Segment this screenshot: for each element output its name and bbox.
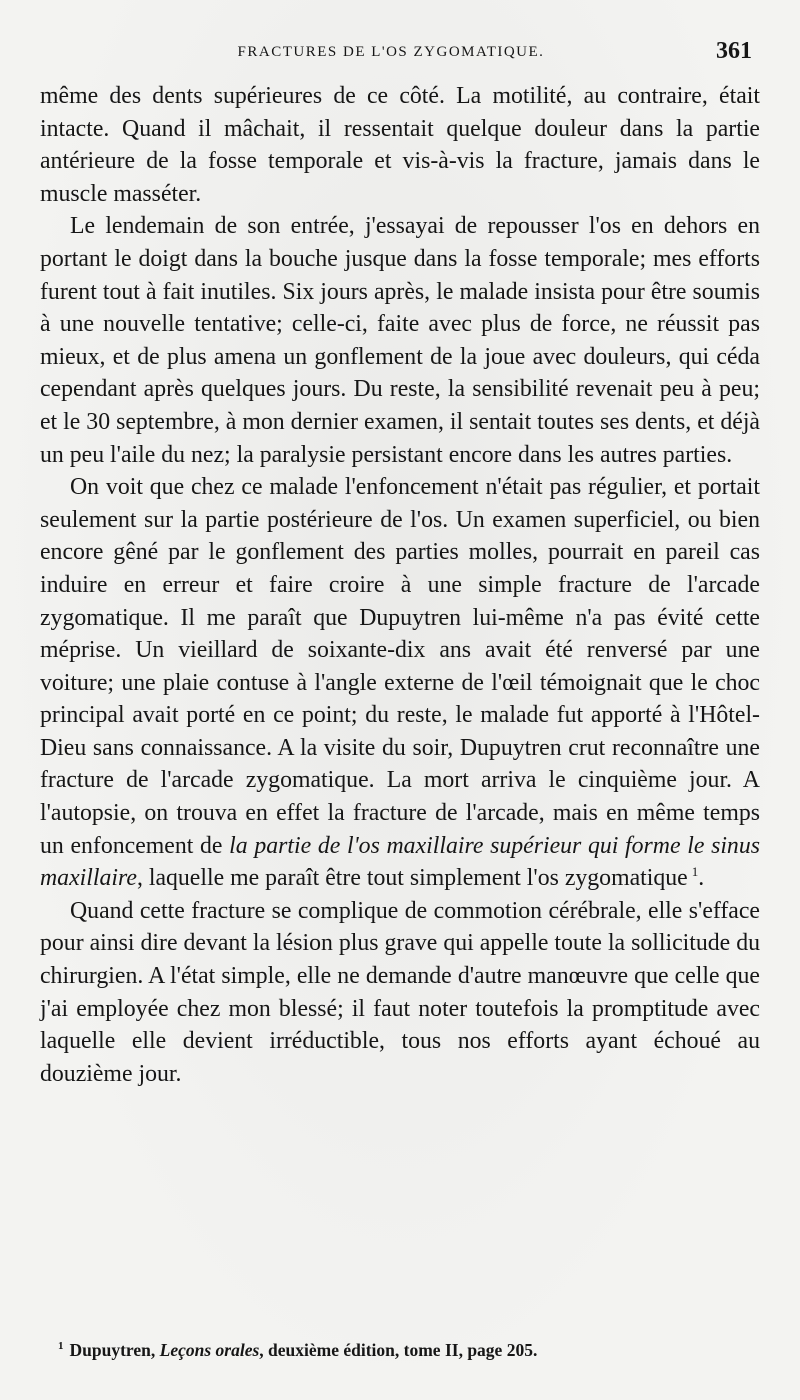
page-number: 361	[716, 38, 752, 64]
paragraph	[40, 895, 760, 1091]
footnote-ref: 1	[691, 864, 699, 880]
text-span: Le lendemain de son entrée, j'essayai de repousser l'os en dehors en portant le doigt dans la bouche jusque dans la fosse temporale; mes efforts furent tout à fait inutiles. Six jours après, le malade insista pour être soumis à une nouvelle tentative; celle-ci, faite avec plus de force, ne réussit pas mieux, et de plus amena un gonflement de la joue avec douleurs, qui céda cependant après quelques jours. Du reste, la sensibilité revenait peu à peu; et le 30 septembre, à mon dernier examen, il sentait toutes ses dents, et déjà un peu l'aile du nez; la paralysie persistant encore dans les autres parties.	[40, 213, 760, 468]
text-span: même des dents supérieures de ce côté. La motilité, au contraire, était intacte. Quand il mâchait, il ressentait quelque douleur dans la partie antérieure de la fosse temporale et vis-à-vis la fracture, jamais dans le muscle masséter.	[40, 83, 760, 207]
text-span: .	[698, 865, 705, 892]
footnote	[58, 1334, 758, 1362]
italic-span: la partie de l'os maxillaire supérieur qui forme le sinus maxillaire	[40, 832, 760, 892]
text-span: , laquelle me paraît être tout simplement l'os zygomatique	[136, 865, 688, 892]
text-span: On voit que chez ce malade l'enfoncement n'était pas régulier, et portait seulement sur la partie postérieure de l'os. Un examen superficiel, ou bien encore gêné par le gonflement des parties molles, pourrait en pareil cas induire en erreur et faire croire à une simple fracture de l'arcade zygomatique. Il me paraît que Dupuytren lui-même n'a pas évité cette méprise. Un vieillard de soixante-dix ans avait été renversé par une voiture; une plaie contuse à l'angle externe de l'œil témoignait que le choc principal avait porté en ce point; du reste, le malade fut apporté à l'Hôtel-Dieu sans connaissance. A la visite du soir, Dupuytren crut reconnaître une fracture de l'arcade zygomatique. La mort arriva le cinquième jour. A l'autopsie, on trouva en effet la fracture de l'arcade, mais en même temps un enfoncement de	[40, 474, 760, 859]
paragraph	[40, 80, 760, 210]
running-head: FRACTURES DE L'OS ZYGOMATIQUE.	[237, 44, 545, 60]
footnote-mark: 1	[58, 1340, 64, 1352]
paragraph	[40, 210, 760, 471]
footnote-rest: , deuxième édition, tome II, page 205.	[259, 1339, 538, 1360]
footnote-title: Leçons orales	[159, 1339, 260, 1360]
page-header	[30, 38, 752, 68]
body-text	[40, 80, 760, 1090]
footnote-author: Dupuytren,	[69, 1339, 160, 1360]
text-span: Quand cette fracture se complique de commotion cérébrale, elle s'efface pour ainsi dire devant la lésion plus grave qui appelle toute la sollicitude du chirurgien. A l'état simple, elle ne demande d'autre manœuvre que celle que j'ai employée chez mon blessé; il faut noter toutefois la promptitude avec laquelle elle devient irréductible, tous nos efforts ayant échoué au douzième jour.	[40, 897, 760, 1087]
paragraph	[40, 471, 760, 895]
